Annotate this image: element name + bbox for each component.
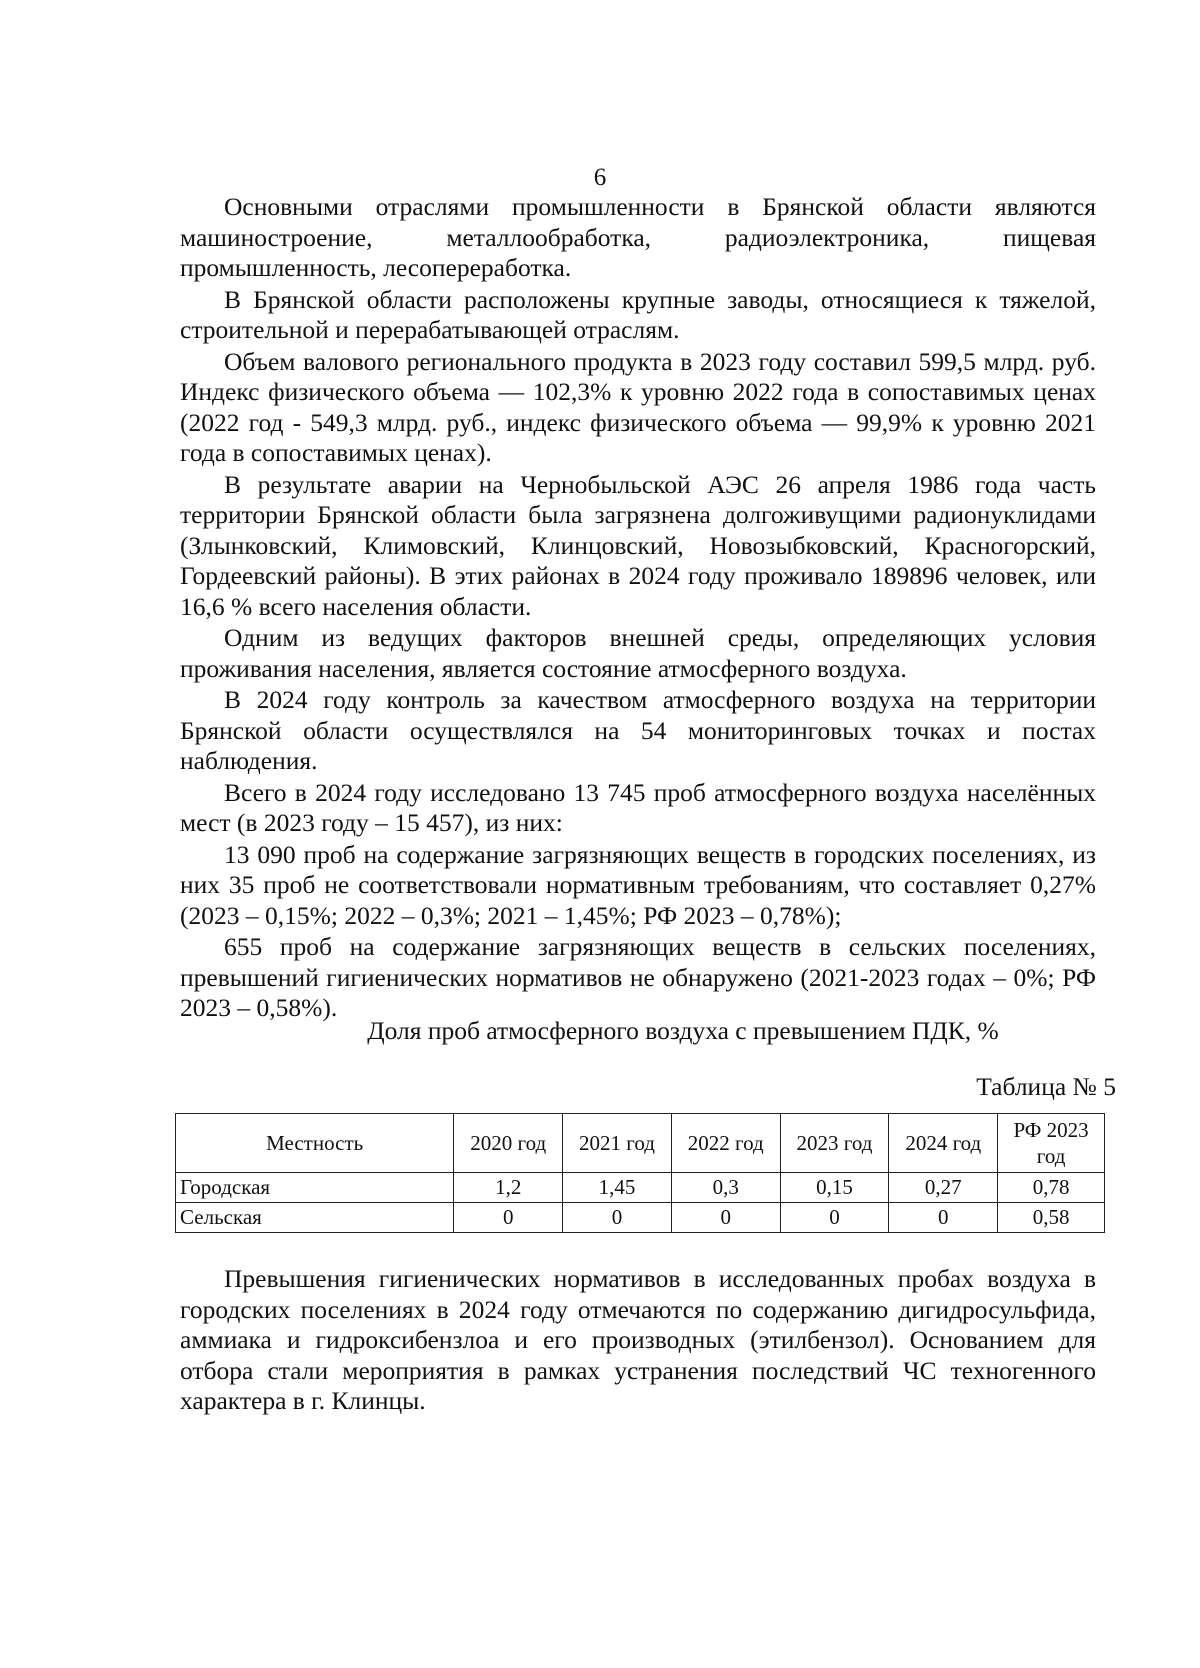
- paragraph: В 2024 году контроль за качеством атмосферного воздуха на территории Брянской области осуществлялся на 54 мониторинговых точках и постах наблюдения.: [180, 685, 1096, 775]
- table-cell: 0: [563, 1203, 672, 1233]
- table-cell: 0: [889, 1203, 998, 1233]
- table-cell: 0: [671, 1203, 780, 1233]
- table-number: Таблица № 5: [976, 1072, 1116, 1101]
- header-cell: 2021 год: [563, 1114, 672, 1173]
- paragraph: В Брянской области расположены крупные заводы, относящиеся к тяжелой, строительной и перерабатывающей отраслям.: [180, 284, 1096, 344]
- body-text: [180, 192, 1096, 1025]
- header-cell: 2024 год: [889, 1114, 998, 1173]
- table-caption: Доля проб атмосферного воздуха с превышением ПДК, %: [367, 1016, 999, 1045]
- paragraph: Всего в 2024 году исследовано 13 745 проб атмосферного воздуха населённых мест (в 2023 году – 15 457), из них:: [180, 777, 1096, 837]
- paragraph: В результате аварии на Чернобыльской АЭС 26 апреля 1986 года часть территории Брянской области была загрязнена долгоживущими радионуклидами (Злынковский, Климовский, Клинцовский, Новозыбковский, Красногорский, Гордеевский районы). В этих районах в 2024 году проживало 189896 человек, или 16,6 % всего населения области.: [180, 469, 1096, 621]
- table-cell: 1,45: [563, 1173, 672, 1203]
- table-cell: 0,78: [998, 1173, 1105, 1203]
- table-cell: 0: [780, 1203, 889, 1233]
- table-cell: 0,3: [671, 1173, 780, 1203]
- paragraph: Превышения гигиенических нормативов в исследованных пробах воздуха в городских поселениях в 2024 году отмечаются по содержанию дигидросульфида, аммиака и гидроксибензлоа и его производных (этилбензол). Основанием для отбора стали мероприятия в рамках устранения последствий ЧС техногенного характера в г. Клинцы.: [180, 1264, 1096, 1415]
- closing-text: [180, 1264, 1096, 1418]
- paragraph: 13 090 проб на содержание загрязняющих веществ в городских поселениях, из них 35 проб не соответствовали нормативным требованиям, что составляет 0,27% (2023 – 0,15%; 2022 – 0,3%; 2021 – 1,45%; РФ 2023 – 0,78%);: [180, 839, 1096, 930]
- page-number: 6: [593, 164, 607, 191]
- paragraph: Основными отраслями промышленности в Брянской области являются машиностроение, металлообработка, радиоэлектроника, пищевая промышленность, лесопереработка.: [180, 192, 1096, 282]
- table-header-row: [176, 1114, 1105, 1173]
- header-cell: 2022 год: [671, 1114, 780, 1173]
- table-cell: Сельская: [176, 1203, 454, 1233]
- table-cell: 0: [454, 1203, 563, 1233]
- table-cell: 0,27: [889, 1173, 998, 1203]
- table-row: [176, 1203, 1105, 1233]
- paragraph: Одним из ведущих факторов внешней среды, определяющих условия проживания населения, является состояние атмосферного воздуха.: [180, 623, 1096, 683]
- header-cell: Местность: [176, 1114, 454, 1173]
- table-cell: 0,15: [780, 1173, 889, 1203]
- data-table: [175, 1113, 1105, 1233]
- paragraph: 655 проб на содержание загрязняющих веществ в сельских поселениях, превышений гигиенических нормативов не обнаружено (2021-2023 годах – 0%; РФ 2023 – 0,58%).: [180, 932, 1096, 1022]
- header-cell: РФ 2023 год: [998, 1114, 1105, 1173]
- header-cell: 2020 год: [454, 1114, 563, 1173]
- table-cell: 1,2: [454, 1173, 563, 1203]
- table-cell: 0,58: [998, 1203, 1105, 1233]
- table-row: [176, 1173, 1105, 1203]
- header-cell: 2023 год: [780, 1114, 889, 1173]
- paragraph: Объем валового регионального продукта в 2023 году составил 599,5 млрд. руб. Индекс физического объема — 102,3% к уровню 2022 года в сопоставимых ценах (2022 год - 549,3 млрд. руб., индекс физического объема — 99,9% к уровню 2021 года в сопоставимых ценах).: [180, 346, 1096, 467]
- table-cell: Городская: [176, 1173, 454, 1203]
